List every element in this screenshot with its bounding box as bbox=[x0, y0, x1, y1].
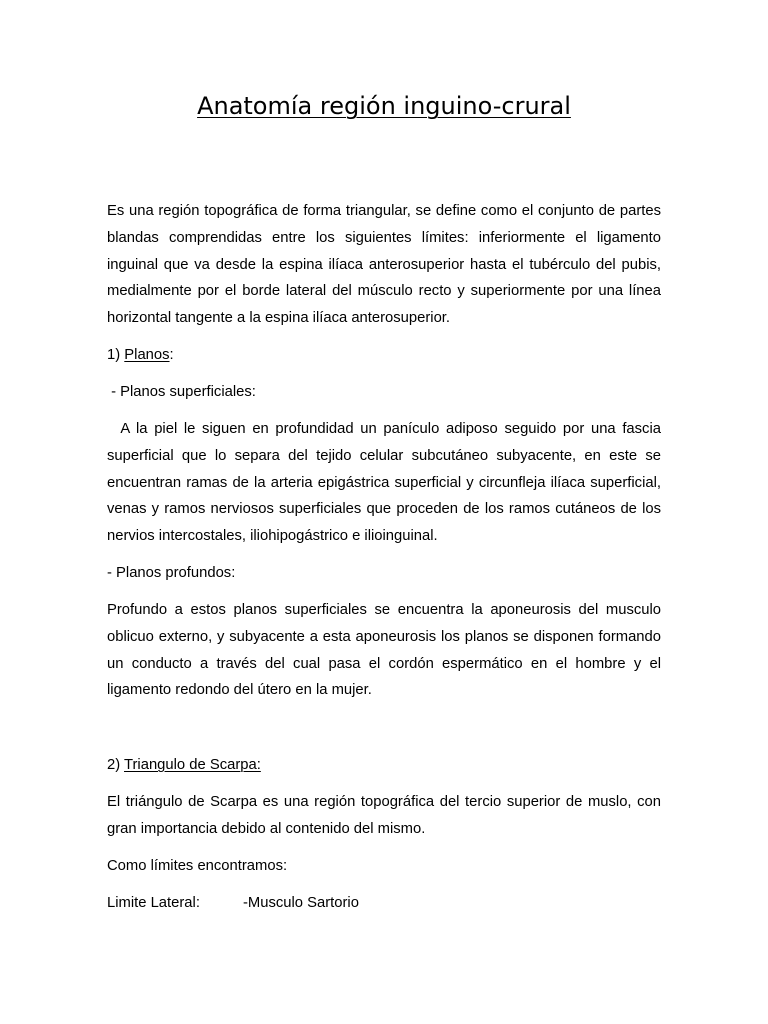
deep-planes-paragraph: Profundo a estos planos superficiales se encuentra la aponeurosis del musculo oblicuo externo, y subyacente a esta aponeurosis los planos se disponen formando un conducto a través del cual pasa el cordón espermático en el hombre y el ligamento redondo del útero en la mujer. bbox=[107, 602, 661, 699]
intro-paragraph: Es una región topográfica de forma triangular, se define como el conjunto de partes blandas comprendidas entre los siguientes límites: inferiormente el ligamento inguinal que va desde la espina ilíaca anterosuperior hasta el tubérculo del pubis, medialmente por el borde lateral del músculo recto y superiormente por una línea horizontal tangente a la espina ilíaca anterosuperior. bbox=[107, 203, 661, 327]
deep-planes-label: - Planos profundos: bbox=[107, 565, 236, 581]
section-2-title: Triangulo de Scarpa: bbox=[124, 757, 261, 773]
section-2-heading bbox=[107, 752, 661, 779]
section-1-suffix: : bbox=[169, 347, 174, 363]
section-1-number: 1) bbox=[107, 347, 125, 363]
limits-intro: Como límites encontramos: bbox=[107, 858, 288, 874]
superficial-planes-paragraph: A la piel le siguen en profundidad un panículo adiposo seguido por una fascia superficial que lo separa del tejido celular subcutáneo subyacente, en este se encuentran ramas de la arteria epigástrica superficial y circunfleja ilíaca superficial, venas y ramos nerviosos superficiales que proceden de los ramos cutáneos de los nervios intercostales, iliohipogástrico e ilioinguinal. bbox=[107, 421, 666, 545]
lateral-limit-value: -Musculo Sartorio bbox=[243, 895, 359, 911]
section-1-title: Planos bbox=[124, 347, 170, 363]
page-title bbox=[0, 89, 768, 123]
page-title-text: Anatomía región inguino-crural bbox=[197, 92, 571, 120]
section-2-number: 2) bbox=[107, 757, 125, 773]
scarpa-paragraph: El triángulo de Scarpa es una región topográfica del tercio superior de muslo, con gran importancia debido al contenido del mismo. bbox=[107, 794, 661, 837]
lateral-limit-label: Limite Lateral: bbox=[107, 895, 200, 911]
superficial-planes-label: - Planos superficiales: bbox=[107, 384, 256, 400]
section-1-heading bbox=[107, 342, 661, 369]
lateral-limit-row bbox=[107, 890, 661, 917]
